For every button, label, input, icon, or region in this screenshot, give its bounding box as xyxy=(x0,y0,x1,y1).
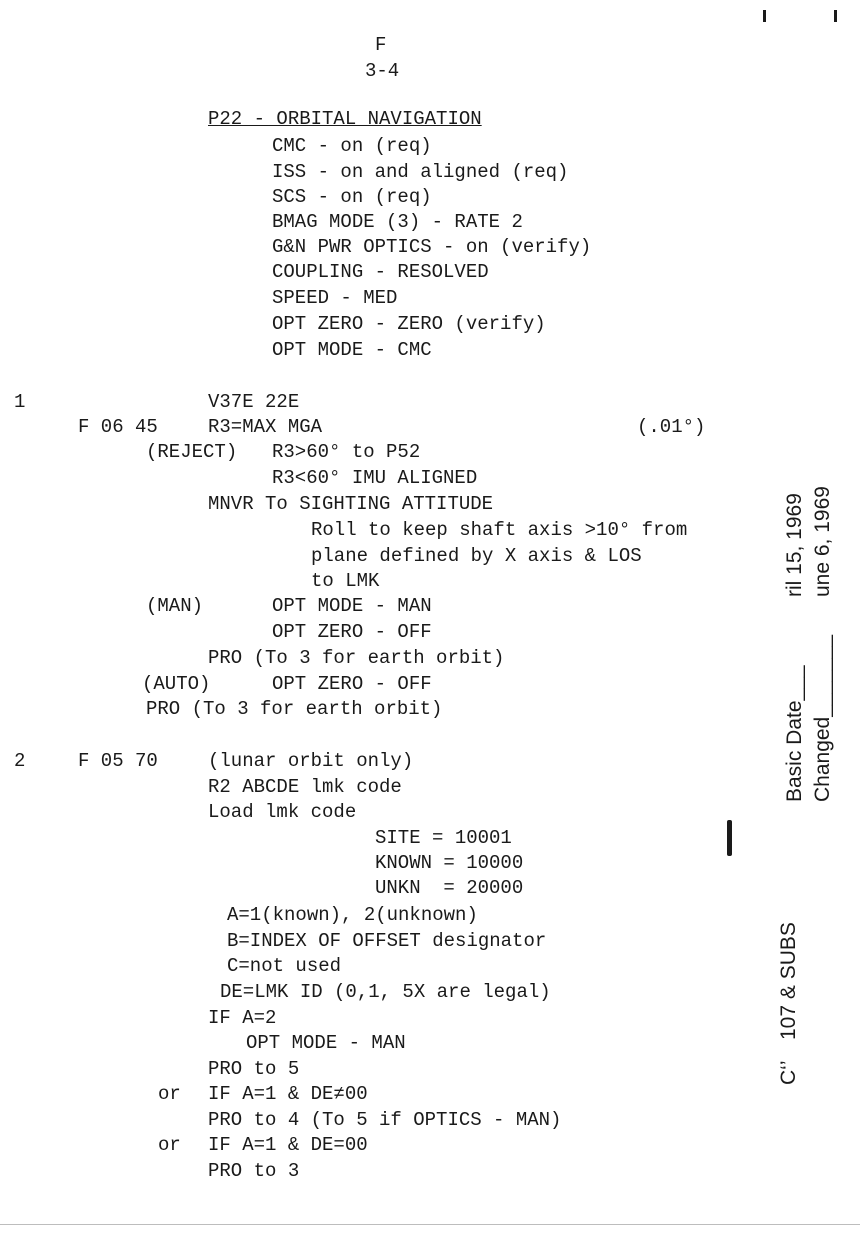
page-title: P22 - ORBITAL NAVIGATION xyxy=(208,108,482,130)
registration-mark-right xyxy=(834,10,837,22)
instruction-line: PRO (To 3 for earth orbit) xyxy=(146,698,443,720)
instruction-line: PRO to 4 (To 5 if OPTICS - MAN) xyxy=(208,1109,562,1131)
definition-line: B=INDEX OF OFFSET designator xyxy=(227,930,547,952)
setup-item: CMC - on (req) xyxy=(272,135,432,157)
reject-label: (REJECT) xyxy=(146,441,238,463)
register-description: R3=MAX MGA xyxy=(208,416,323,438)
section-letter: F xyxy=(375,34,387,56)
verb-noun-entry: V37E 22E xyxy=(208,391,300,413)
instruction-line: to LMK xyxy=(311,570,380,592)
setup-item: COUPLING - RESOLVED xyxy=(272,261,489,283)
setup-item: OPT MODE - CMC xyxy=(272,339,432,361)
setup-item: SPEED - MED xyxy=(272,287,398,309)
display-code: F 06 45 xyxy=(78,416,158,438)
step-number: 1 xyxy=(14,391,26,413)
bottom-scan-line xyxy=(0,1224,860,1225)
condition-line: R3<60° IMU ALIGNED xyxy=(272,467,478,489)
instruction-line: PRO to 5 xyxy=(208,1058,300,1080)
setup-item: OPT ZERO - ZERO (verify) xyxy=(272,313,546,335)
subs-prefix: C‘’ xyxy=(777,1060,800,1085)
setup-item: G&N PWR OPTICS - on (verify) xyxy=(272,236,592,258)
unit-label: (.01°) xyxy=(637,416,706,438)
instruction-line: OPT MODE - MAN xyxy=(272,595,432,617)
mode-label-man: (MAN) xyxy=(146,595,204,617)
setup-item: SCS - on (req) xyxy=(272,186,432,208)
changed-label: Changed_______ xyxy=(811,635,834,802)
basic-date-label: Basic Date___ xyxy=(783,665,806,802)
instruction-line: (lunar orbit only) xyxy=(208,750,414,772)
instruction-line: IF A=2 xyxy=(208,1007,277,1029)
instruction-line: OPT MODE - MAN xyxy=(246,1032,406,1054)
instruction-line: R2 ABCDE lmk code xyxy=(208,776,402,798)
definition-line: DE=LMK ID (0,1, 5X are legal) xyxy=(220,981,551,1003)
condition-line: R3>60° to P52 xyxy=(272,441,421,463)
or-label: or xyxy=(158,1083,181,1105)
changed-value: une 6, 1969 xyxy=(811,486,834,597)
setup-item: ISS - on and aligned (req) xyxy=(272,161,569,183)
instruction-line: PRO to 3 xyxy=(208,1160,300,1182)
code-line: KNOWN = 10000 xyxy=(375,852,524,874)
basic-date-value: ril 15, 1969 xyxy=(783,493,806,597)
registration-mark-left xyxy=(763,10,766,22)
code-line: SITE = 10001 xyxy=(375,827,512,849)
subs-label: 107 & SUBS xyxy=(777,922,800,1040)
instruction-line: IF A=1 & DE=00 xyxy=(208,1134,368,1156)
instruction-line: OPT ZERO - OFF xyxy=(272,673,432,695)
instruction-line: plane defined by X axis & LOS xyxy=(311,545,642,567)
change-bar xyxy=(727,820,732,856)
instruction-line: PRO (To 3 for earth orbit) xyxy=(208,647,505,669)
maneuver-line: MNVR To SIGHTING ATTITUDE xyxy=(208,493,494,515)
setup-item: BMAG MODE (3) - RATE 2 xyxy=(272,211,523,233)
step-number: 2 xyxy=(14,750,26,772)
instruction-line: Roll to keep shaft axis >10° from xyxy=(311,519,688,541)
instruction-line: IF A=1 & DE≠00 xyxy=(208,1083,368,1105)
instruction-line: OPT ZERO - OFF xyxy=(272,621,432,643)
or-label: or xyxy=(158,1134,181,1156)
definition-line: C=not used xyxy=(227,955,342,977)
code-line: UNKN = 20000 xyxy=(375,877,524,899)
mode-label-auto: (AUTO) xyxy=(142,673,211,695)
page-number: 3-4 xyxy=(365,60,400,82)
instruction-line: Load lmk code xyxy=(208,801,357,823)
display-code: F 05 70 xyxy=(78,750,158,772)
definition-line: A=1(known), 2(unknown) xyxy=(227,904,478,926)
